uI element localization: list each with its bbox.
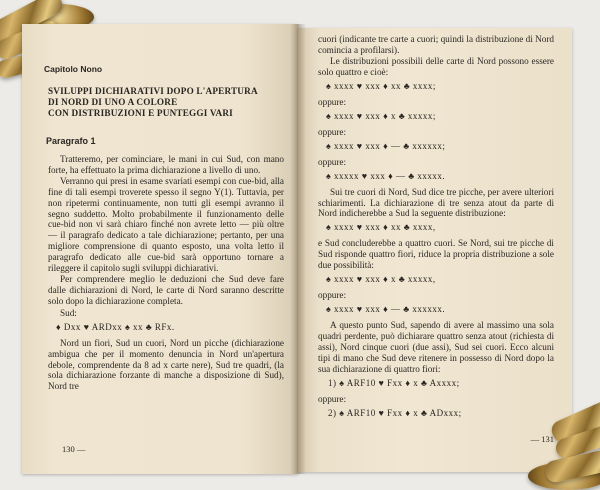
page-number: — 131 (530, 434, 554, 444)
body-paragraph: Le distribuzioni possibili delle carte di Nord possono essere solo quattro e cioè: (318, 55, 554, 77)
body-paragraph: e Sud concluderebbe a quattro cuori. Se Nord, sui tre picche di Sud risponde quattro fiori, riduce la propria distribuzione a sole due possibilità: (318, 238, 554, 271)
paragraph-title: Paragrafo 1 (46, 136, 96, 146)
left-page (22, 24, 298, 474)
body-paragraph: Verranno qui presi in esame svariati esempi con cue-bid, alla fine di tali esempi troverete spesso il segno Y(1). Tuttavia, per non ripetermi continuamente, non tutti gli esempi avranno il segno suddetto. Molto probabilmente il funzionamento delle cue-bid non vi sarà chiaro finché non avrete letto — più oltre — il paragrafo dedicato a tale dichiarazione; pertanto, per una migliore comprensione di quanto esposto, una volta letto il paragrafo dedicato alle cue-bid sarà opportuno tornare a rileggere il capitolo sugli sviluppi dichiarativi. (48, 175, 284, 274)
oppure-label: oppure: (318, 126, 347, 137)
card-hand: ♠ xxxx ♥ xxx ♦ — ♣ xxxxxx; (326, 140, 446, 151)
chapter-title: Capitolo Nono (44, 64, 103, 74)
book-gutter (290, 24, 306, 474)
card-hand: ♠ xxxx ♥ xxx ♦ x ♣ xxxxx; (326, 110, 436, 121)
card-hand: ♦ Dxx ♥ ARDxx ♠ xx ♣ RFx. (56, 321, 175, 332)
card-hand: ♠ xxxxx ♥ xxx ♦ — ♣ xxxxx. (326, 170, 446, 181)
page-number: 130 — (62, 444, 86, 454)
hand-label: Sud: (60, 307, 77, 318)
oppure-label: oppure: (318, 290, 347, 301)
body-paragraph: Sui tre cuori di Nord, Sud dice tre picche, per avere ulteriori schiarimenti. La dichiarazione di tre senza atout da parte di Nord indicherebbe a Sud la seguente distribuzione: (318, 186, 554, 219)
card-hand: ♠ xxxx ♥ xxx ♦ xx ♣ xxxx, (326, 222, 436, 233)
card-hand: ♠ xxxx ♥ xxx ♦ x ♣ xxxxx, (326, 274, 436, 285)
card-hand: 2) ♠ ARF10 ♥ Fxx ♦ x ♣ ADxxx; (328, 407, 462, 418)
right-page (298, 28, 572, 472)
body-paragraph: cuori (indicante tre carte a cuori; quindi la distribuzione di Nord comincia a profilarsi). (318, 34, 554, 55)
section-heading (48, 86, 284, 119)
heading-line: CON DISTRIBUZIONI E PUNTEGGI VARI (48, 108, 233, 118)
card-hand: ♠ xxxx ♥ xxx ♦ — ♣ xxxxxx. (326, 304, 446, 315)
oppure-label: oppure: (318, 96, 347, 107)
card-hand: 1) ♠ ARF10 ♥ Fxx ♦ x ♣ Axxxx; (328, 377, 460, 388)
body-paragraph: Nord un fiori, Sud un cuori, Nord un picche (dichiarazione ambigua che per il momento denuncia in Nord un'apertura debole, comprendente da 8 ad x carte nere), Sud tre quadri, (la sola dichiarazione forzante di manche a disposizione di Sud), Nord tre (48, 337, 284, 392)
heading-line: DI NORD DI UNO A COLORE (48, 97, 178, 107)
oppure-label: oppure: (318, 156, 347, 167)
body-paragraph: Per comprendere meglio le deduzioni che Sud deve fare dalle dichiarazioni di Nord, le carte di Nord saranno descritte solo dopo la dichiarazione completa. (48, 273, 284, 306)
body-paragraph: A questo punto Sud, sapendo di avere al massimo una sola quadri perdente, può dichiarare quattro senza atout (richiesta di assi), Nord cinque cuori (due assi), Sud sei cuori. Ecco alcuni tipi di mano che Sud deve ritenere in possesso di Nord dopo la sua dichiarazione di quattro fiori: (318, 320, 554, 374)
body-paragraph: Tratteremo, per cominciare, le mani in cui Sud, con mano forte, ha effettuato la prima dichiarazione a livello di uno. (48, 154, 284, 175)
oppure-label: oppure: (318, 393, 347, 404)
card-hand: ♠ xxxx ♥ xxx ♦ xx ♣ xxxx; (326, 80, 436, 91)
heading-line: SVILUPPI DICHIARATIVI DOPO L'APERTURA (48, 86, 258, 96)
